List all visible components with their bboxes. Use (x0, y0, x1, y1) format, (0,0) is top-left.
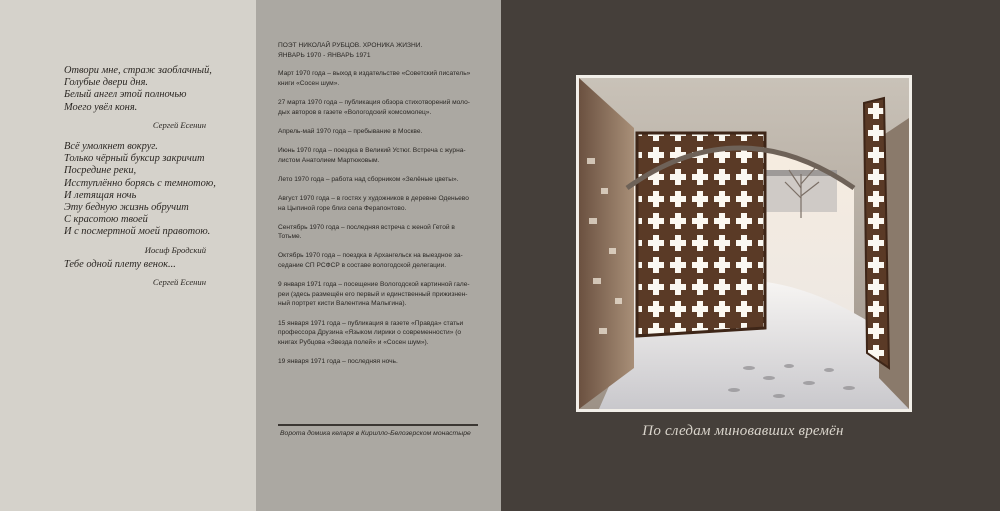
poem-line: Отвори мне, страж заоблачный, (64, 65, 212, 76)
chronicle-entry-line: Август 1970 года – в гостях у художников в деревне Оденьево (278, 194, 469, 202)
chronicle-entry-line: Лето 1970 года – работа над сборником «Зелёные цветы». (278, 175, 459, 183)
chronicle (278, 41, 478, 376)
poem-author: Сергей Есенин (152, 119, 206, 130)
chronicle-entry (278, 319, 478, 348)
chronicle-entry (278, 280, 478, 309)
poem-line: Исступлённо борясь с темнотою, (64, 177, 216, 189)
chronicle-entry-line: книгах Рубцова «Звезда полей» и «Сосен шум»). (278, 338, 429, 346)
poem-line: Эту бедную жизнь обручит (64, 202, 189, 214)
gate-photo (576, 75, 912, 412)
caption-divider (278, 424, 478, 426)
poem-author: Сергей Есенин (152, 277, 206, 288)
poem-line: Белый ангел этой полночью (64, 89, 187, 101)
chronicle-entry-line: седание СП РСФСР в составе вологодской делегации. (278, 262, 447, 270)
poem-esenin-2 (64, 259, 206, 287)
page-title: По следам миновавших времён (642, 423, 844, 439)
chronicle-entry-line: Тотьме. (278, 233, 302, 241)
chronicle-entry (278, 69, 478, 88)
poem-line: Голубые двери дня. (64, 77, 148, 89)
chronicle-entry-line: 9 января 1971 года – посещение Вологодской картинной гале- (278, 281, 470, 289)
poem-esenin-1 (64, 65, 212, 130)
poem-line: Только чёрный буксир закричит (64, 153, 205, 165)
chronicle-heading-line: ЯНВАРЬ 1970 - ЯНВАРЬ 1971 (278, 51, 371, 59)
gate-photo-illustration (579, 78, 909, 409)
chronicle-entry-line: книги «Сосен шум». (278, 79, 340, 87)
chronicle-entry-line: 15 января 1971 года – публикация в газете «Правда» статьи (278, 319, 464, 327)
chronicle-entry (278, 98, 478, 117)
poem-line: И летящая ночь (64, 189, 137, 201)
chronicle-entry (278, 175, 478, 185)
poem-line: Тебе одной плету венок... (64, 259, 176, 270)
chronicle-entry (278, 223, 478, 242)
poem-line: Моего увёл коня. (64, 101, 138, 113)
chronicle-entry-line: Апрель-май 1970 года – пребывание в Москве. (278, 127, 423, 135)
chronicle-entry-line: 19 января 1971 года – последняя ночь. (278, 358, 398, 365)
chronicle-entry (278, 127, 478, 137)
chronicle-entry-line: Октябрь 1970 года – поездка в Архангельск на выездное за- (278, 252, 463, 260)
poem-line: С красотою твоей (64, 214, 148, 226)
chronicle-entry-line: Март 1970 года – выход в издательстве «Советский писатель» (278, 70, 471, 78)
poem-author: Иосиф Бродский (144, 244, 206, 255)
poem-brodsky (64, 141, 216, 255)
chronicle-entry-line: 27 марта 1970 года – публикация обзора стихотворений моло- (278, 98, 470, 106)
poem-line: Посредине реки, (64, 165, 137, 177)
chronicle-entry-line: дых авторов в газете «Вологодский комсомолец». (278, 108, 432, 116)
poem-line: Всё умолкнет вокруг. (64, 141, 158, 152)
chronicle-entry (278, 357, 478, 367)
chronicle-entry (278, 194, 478, 213)
chronicle-entry-line: профессора Друзина «Языком лирики о современности» (о (278, 329, 462, 337)
chronicle-entry (278, 146, 478, 165)
chronicle-entry-line: листом Анатолием Мартюковым. (278, 156, 380, 164)
chronicle-entry-line: ный портрет кисти Валентина Малыгина). (278, 300, 407, 308)
chronicle-entry (278, 251, 478, 270)
chronicle-entry-line: Сентябрь 1970 года – последняя встреча с женой Гетой в (278, 223, 455, 231)
chronicle-entry-line: на Цыпиной горе близ села Ферапонтово. (278, 204, 407, 212)
photo-caption: Ворота домика келаря в Кирилло-Белозерском монастыре (280, 430, 471, 437)
chronicle-entry-line: реи (здесь размещён его первый и единственный прижизнен- (278, 290, 468, 298)
chronicle-heading-line: ПОЭТ НИКОЛАЙ РУБЦОВ. ХРОНИКА ЖИЗНИ. (278, 42, 423, 49)
chronicle-entry-line: Июнь 1970 года – поездка в Великий Устюг. Встреча с журна- (278, 146, 466, 154)
chronicle-heading (278, 41, 478, 60)
poem-line: И с посмертной моей правотою. (64, 226, 211, 238)
